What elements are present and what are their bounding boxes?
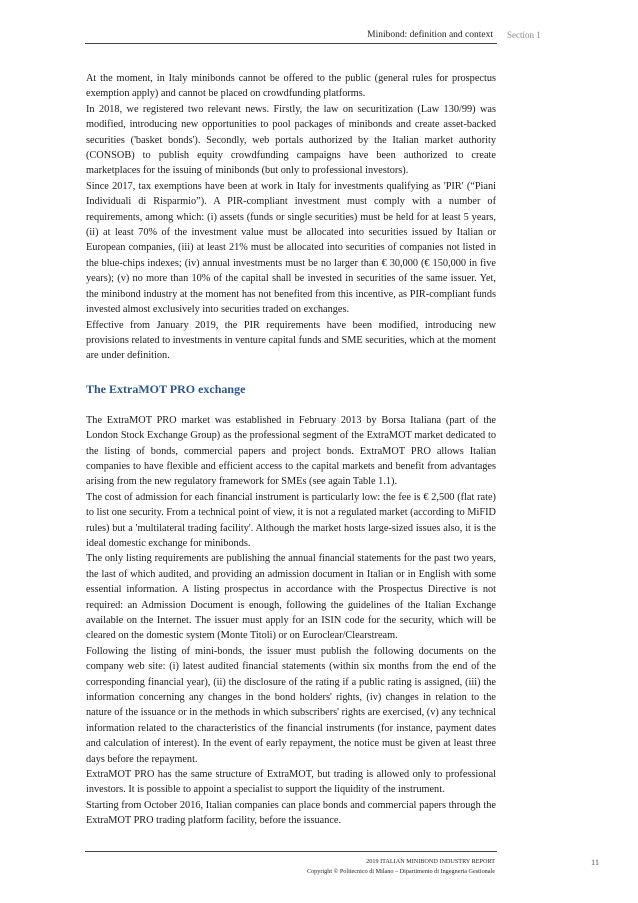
paragraph-structure: ExtraMOT PRO has the same structure of ExtraMOT, but trading is allowed only to professional investors. It is possible to appoint a specialist to support the liquidity of the instrument. — [86, 769, 496, 796]
copyright-notice: Copyright © Politecnico di Milano – Dipartimento di Ingegneria Gestionale — [306, 868, 495, 875]
section-label: Section 1 — [507, 30, 541, 40]
section-heading: The ExtraMOT PRO exchange — [86, 381, 246, 396]
paragraph-extramot-intro: The ExtraMOT PRO market was established in February 2013 by Borsa Italiana (part of the London Stock Exchange Group) as the professional segment of the ExtraMOT market dedicated to the listing of bonds, commercial papers and project bonds. ExtraMOT PRO allows Italian companies to have flexible and efficient access to the capital markets and benefit from advantages arising from the new regulatory framework for SMEs (see again Table 1.1). — [86, 414, 496, 488]
paragraph-listing-requirements: The only listing requirements are publishing the annual financial statements for the past two years, the last of which audited, and providing an admission document in Italian or in English with some essential information. A listing prospectus in accordance with the Prospectus Directive is not required: an Admission Document is enough, following the guidelines of the Italian Exchange available on the Internet. The issuer must apply for an ISIN code for the security, which will be cleared on the domestic system (Monte Titoli) or on Euroclear/Clearstream. — [86, 553, 496, 642]
paragraph-pir: Since 2017, tax exemptions have been at work in Italy for investments qualifying as 'PIR' (“Piani Individuali di Risparmio”). A PIR-compliant investment must comply with a number of requirements, among which: (i) assets (funds or single securities) must be held for at least 5 years, (ii) at least 70% of the investment value must be allocated into securities issued by Italian or European companies, (iii) at least 21% must be allocated into securities of companies not listed in the blue-chips indexes; (iv) annual investments must be no larger than € 30,000 (€ 150,000 in five years); (v) no more than 10% of the capital shall be invested in securities of the same issuer. Yet, the minibond industry at the moment has not benefited from this incentive, as PIR-compliant funds invested almost exclusively into securities traded on exchanges. — [86, 180, 496, 316]
running-title: Minibond: definition and context — [367, 30, 493, 40]
header-rule — [85, 43, 497, 44]
footer-rule — [85, 851, 497, 852]
paragraph-post-listing: Following the listing of mini-bonds, the issuer must publish the following documents on the company web site: (i) latest audited financial statements (within six months from the end of the corresponding financial year), (ii) the disclosure of the rating if a public rating is assigned, (iii) the information concerning any changes in the bond holders' rights, (iv) changes in relation to the nature of the issuance or in the methods in which subscribers' rights are exercised, (v) any technical information related to the characteristics of the financial instruments (for instance, payment dates and calculation of interest). In the event of early repayment, the notice must be given at least three days before the repayment. — [86, 645, 496, 765]
paragraph-pir-2019: Effective from January 2019, the PIR requirements have been modified, introducing new provisions related to investments in venture capital funds and SME securities, which at the moment are under definition. — [86, 319, 496, 362]
paragraph-placement: Starting from October 2016, Italian companies can place bonds and commercial papers through the ExtraMOT PRO trading platform facility, before the issuance. — [86, 799, 496, 827]
page-body — [86, 71, 496, 829]
paragraph-2018-news: In 2018, we registered two relevant news. Firstly, the law on securitization (Law 130/99) was modified, introducing new opportunities to pool packages of minibonds and create asset-backed securities ('basket bonds'). Secondly, web portals authorized by the Italian market authority (CONSOB) to publish equity crowdfunding campaigns have been authorized to create marketplaces for the issuing of minibonds (but only to professional investors). — [86, 103, 496, 177]
paragraph-prospectus: At the moment, in Italy minibonds cannot be offered to the public (general rules for prospectus exemption apply) and cannot be placed on crowdfunding platforms. — [86, 73, 496, 100]
page-number: 11 — [591, 857, 600, 867]
paragraph-admission-cost: The cost of admission for each financial instrument is particularly low: the fee is € 2,500 (flat rate) to list one security. From a technical point of view, it is not a regulated market (according to MiFID rules) but a 'multilateral trading facility'. Although the market hosts large-sized issues also, it is the ideal domestic exchange for minibonds. — [86, 491, 496, 549]
report-title: 2019 ITALIAN MINIBOND INDUSTRY REPORT — [366, 858, 495, 865]
